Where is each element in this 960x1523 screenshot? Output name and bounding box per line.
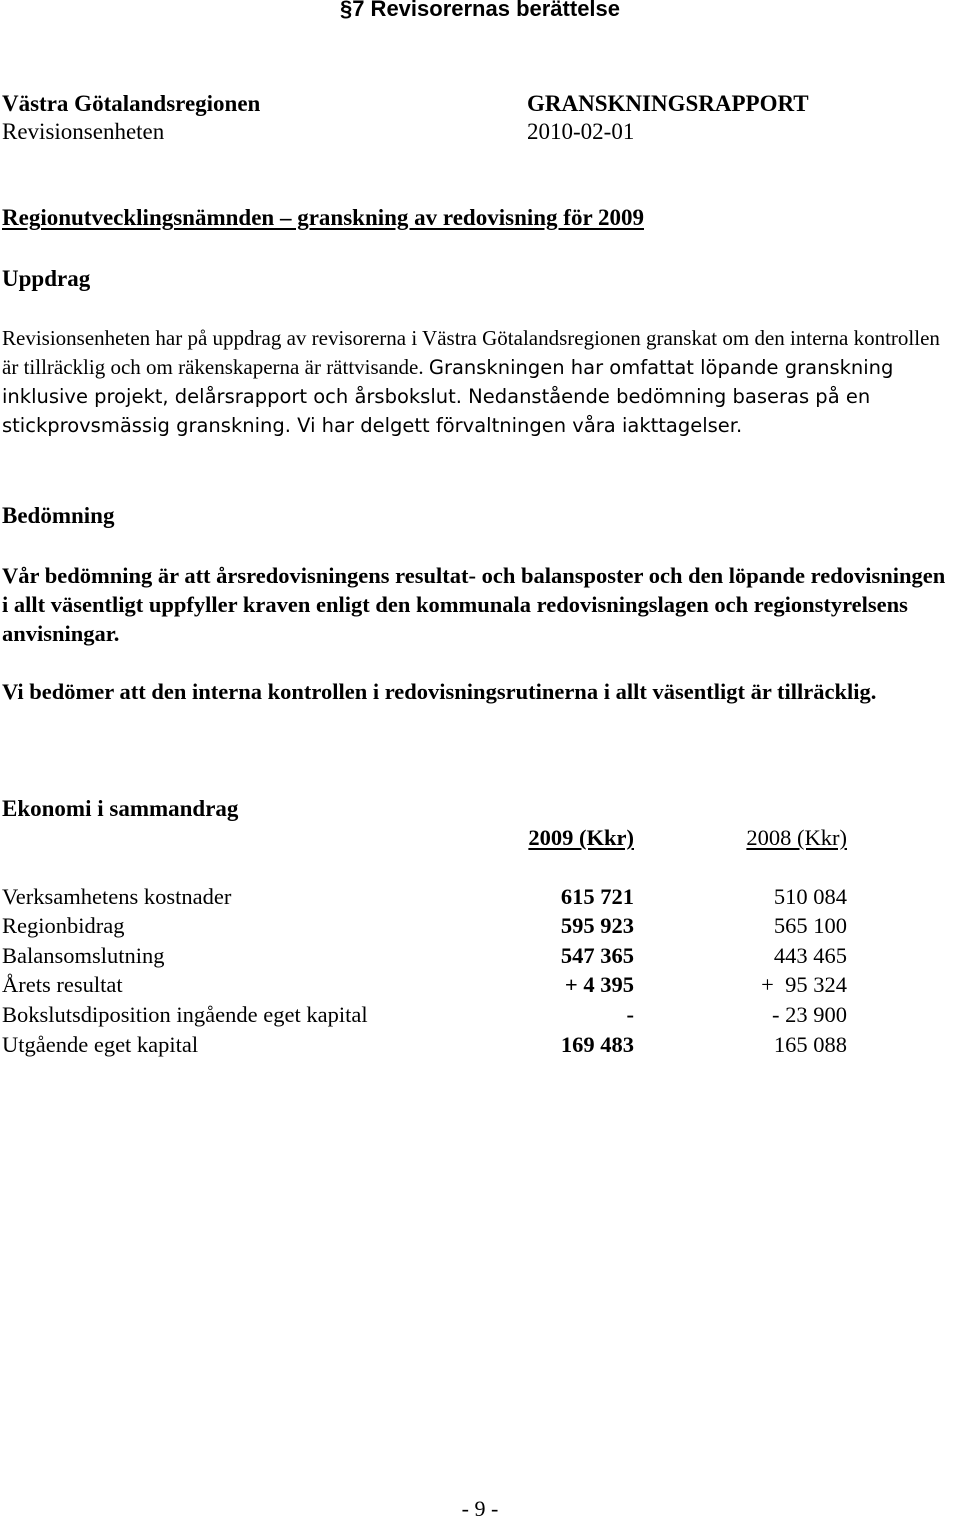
organization-name: Västra Götalandsregionen bbox=[2, 91, 261, 116]
value-2009: 595 923 bbox=[560, 913, 634, 938]
uppdrag-text-part1: Revisionsenheten har på uppdrag av revisorerna i Västra Götalandsregionen granskat om den interna kontrollen är tillräcklig och om räkenskaperna är rättvisande. bbox=[2, 326, 940, 379]
value-2008: - 23 900 bbox=[772, 1002, 847, 1027]
page-number: - 9 - bbox=[461, 1496, 499, 1521]
column-header-2008: 2008 (Kkr) bbox=[746, 825, 847, 850]
bedomning-paragraph-1: Vår bedömning är att årsredovisningens resultat- och balansposter och den löpande redovisningen i allt väsentligt uppfyller kraven enligt den kommunala redovisningslagen och regionstyrelsens anvisningar. bbox=[2, 563, 946, 646]
table-row bbox=[0, 884, 960, 914]
ekonomi-heading: Ekonomi i sammandrag bbox=[2, 796, 239, 821]
bedomning-heading: Bedömning bbox=[2, 503, 115, 528]
uppdrag-text-part3: Nedanstående bedömning baseras på en stickprovsmässig granskning. Vi har delgett förvaltningen våra iakttagelser. bbox=[2, 385, 871, 437]
row-label: Utgående eget kapital bbox=[2, 1032, 199, 1057]
row-label: Verksamhetens kostnader bbox=[2, 884, 232, 909]
value-2008: 510 084 bbox=[773, 884, 847, 909]
column-header-2009: 2009 (Kkr) bbox=[528, 825, 634, 850]
report-title: Regionutvecklingsnämnden – granskning av redovisning för 2009 bbox=[2, 205, 644, 230]
bedomning-paragraph-2: Vi bedömer att den interna kontrollen i redovisningsrutinerna i allt väsentligt är tillräcklig. bbox=[2, 679, 877, 704]
report-date: 2010-02-01 bbox=[527, 119, 635, 144]
row-label: Bokslutsdiposition ingående eget kapital bbox=[2, 1002, 368, 1027]
value-2009: - bbox=[626, 1002, 634, 1027]
value-2009: 547 365 bbox=[560, 943, 634, 968]
uppdrag-text-part2: Granskningen har omfattat löpande granskning inklusive projekt, delårsrapport och årsbokslut. bbox=[2, 356, 894, 408]
table-row bbox=[0, 1002, 960, 1032]
table-row bbox=[0, 943, 960, 973]
value-2008: 443 465 bbox=[773, 943, 847, 968]
table-row bbox=[0, 913, 960, 943]
section-heading: §7 Revisorernas berättelse bbox=[339, 0, 621, 21]
value-2009: 615 721 bbox=[560, 884, 634, 909]
uppdrag-text bbox=[2, 324, 952, 440]
table-row bbox=[0, 1032, 960, 1062]
value-2009: + 4 395 bbox=[564, 972, 634, 997]
value-2008: 165 088 bbox=[773, 1032, 847, 1057]
value-2009: 169 483 bbox=[560, 1032, 634, 1057]
unit-name: Revisionsenheten bbox=[2, 119, 165, 144]
row-label: Regionbidrag bbox=[2, 913, 125, 938]
value-2008: 565 100 bbox=[773, 913, 847, 938]
row-label: Årets resultat bbox=[2, 972, 123, 997]
value-2008: + 95 324 bbox=[761, 972, 847, 997]
table-row bbox=[0, 972, 960, 1002]
row-label: Balansomslutning bbox=[2, 943, 165, 968]
report-type: GRANSKNINGSRAPPORT bbox=[527, 91, 809, 116]
uppdrag-heading: Uppdrag bbox=[2, 266, 91, 291]
